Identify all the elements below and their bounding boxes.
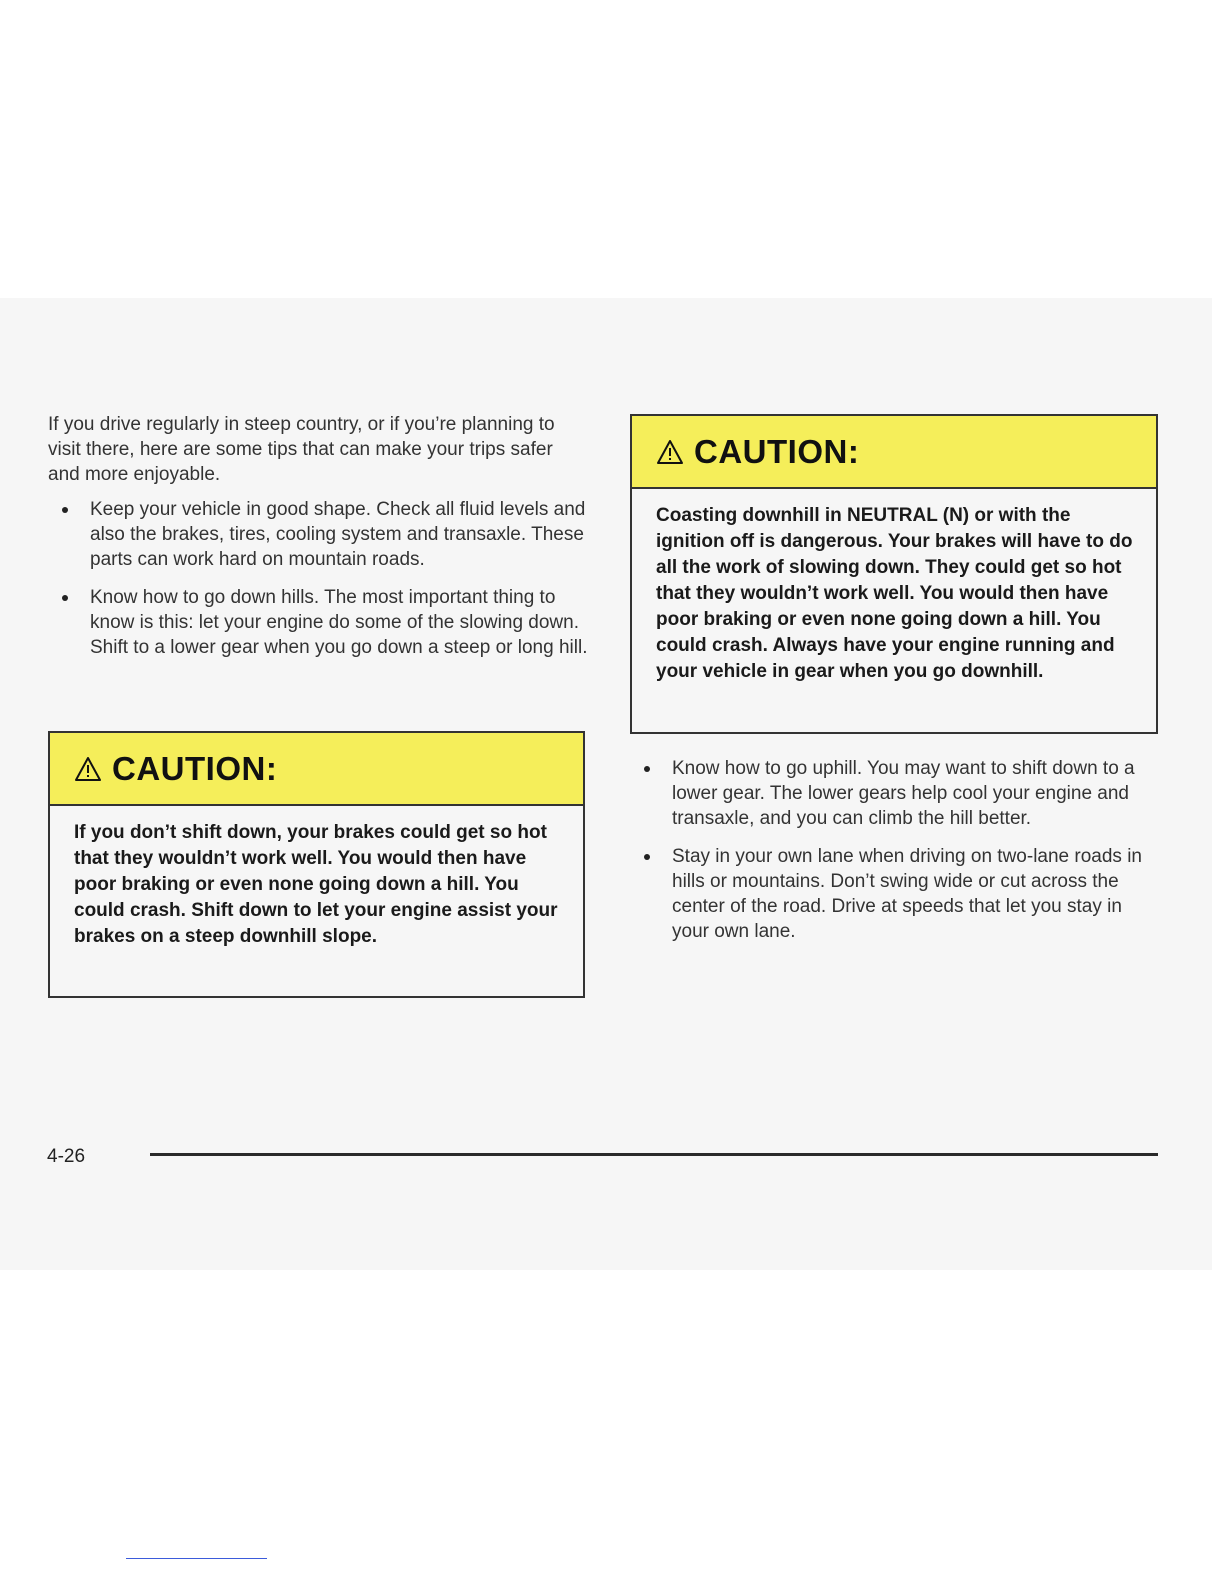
bullet-icon	[62, 507, 68, 513]
warning-triangle-icon	[74, 756, 102, 782]
right-bullet-list	[630, 756, 1160, 944]
bullet-text: Keep your vehicle in good shape. Check all fluid levels and also the brakes, tires, cooling system and transaxle. These parts can work hard on mountain roads.	[90, 499, 586, 570]
bullet-icon	[644, 854, 650, 860]
list-item	[630, 756, 1160, 831]
caution-text: If you don’t shift down, your brakes could get so hot that they wouldn’t work well. You would then have poor braking or even none going down a hill. You could crash. Shift down to let your engine assist your brakes on a steep downhill slope.	[74, 822, 558, 947]
caution-text: Coasting downhill in NEUTRAL (N) or with the ignition off is dangerous. Your brakes will have to do all the work of slowing down. They could get so hot that they wouldn’t work well. You would then have poor braking or even none going down a hill. You could crash. Always have your engine running and your vehicle in gear when you go downhill.	[656, 505, 1133, 682]
caution-header	[50, 733, 583, 806]
bullet-text: Know how to go down hills. The most important thing to know is this: let your engine do some of the slowing down. Shift to a lower gear when you go down a steep or long hill.	[90, 587, 588, 658]
left-bullet-list	[48, 497, 588, 660]
footer-divider	[150, 1153, 1158, 1156]
link-underline	[126, 1558, 267, 1559]
intro-paragraph: If you drive regularly in steep country, or if you’re planning to visit there, here are some tips that can make your trips safer and more enjoyable.	[48, 414, 555, 485]
list-item	[48, 585, 588, 660]
caution-header	[632, 416, 1156, 489]
bullet-icon	[644, 766, 650, 772]
left-column	[48, 412, 588, 673]
caution-title: CAUTION:	[112, 749, 278, 787]
right-column	[630, 414, 1160, 957]
caution-box-right	[630, 414, 1158, 734]
bullet-text: Stay in your own lane when driving on two-lane roads in hills or mountains. Don’t swing wide or cut across the center of the road. Drive at speeds that let you stay in your own lane.	[672, 846, 1142, 942]
bullet-text: Know how to go uphill. You may want to shift down to a lower gear. The lower gears help cool your engine and transaxle, and you can climb the hill better.	[672, 758, 1135, 829]
list-item	[630, 844, 1160, 944]
warning-triangle-icon	[656, 439, 684, 465]
caution-box-left	[48, 731, 585, 998]
bullet-icon	[62, 595, 68, 601]
list-item	[48, 497, 588, 572]
page-number: 4-26	[47, 1146, 86, 1167]
caution-title: CAUTION:	[694, 432, 860, 470]
